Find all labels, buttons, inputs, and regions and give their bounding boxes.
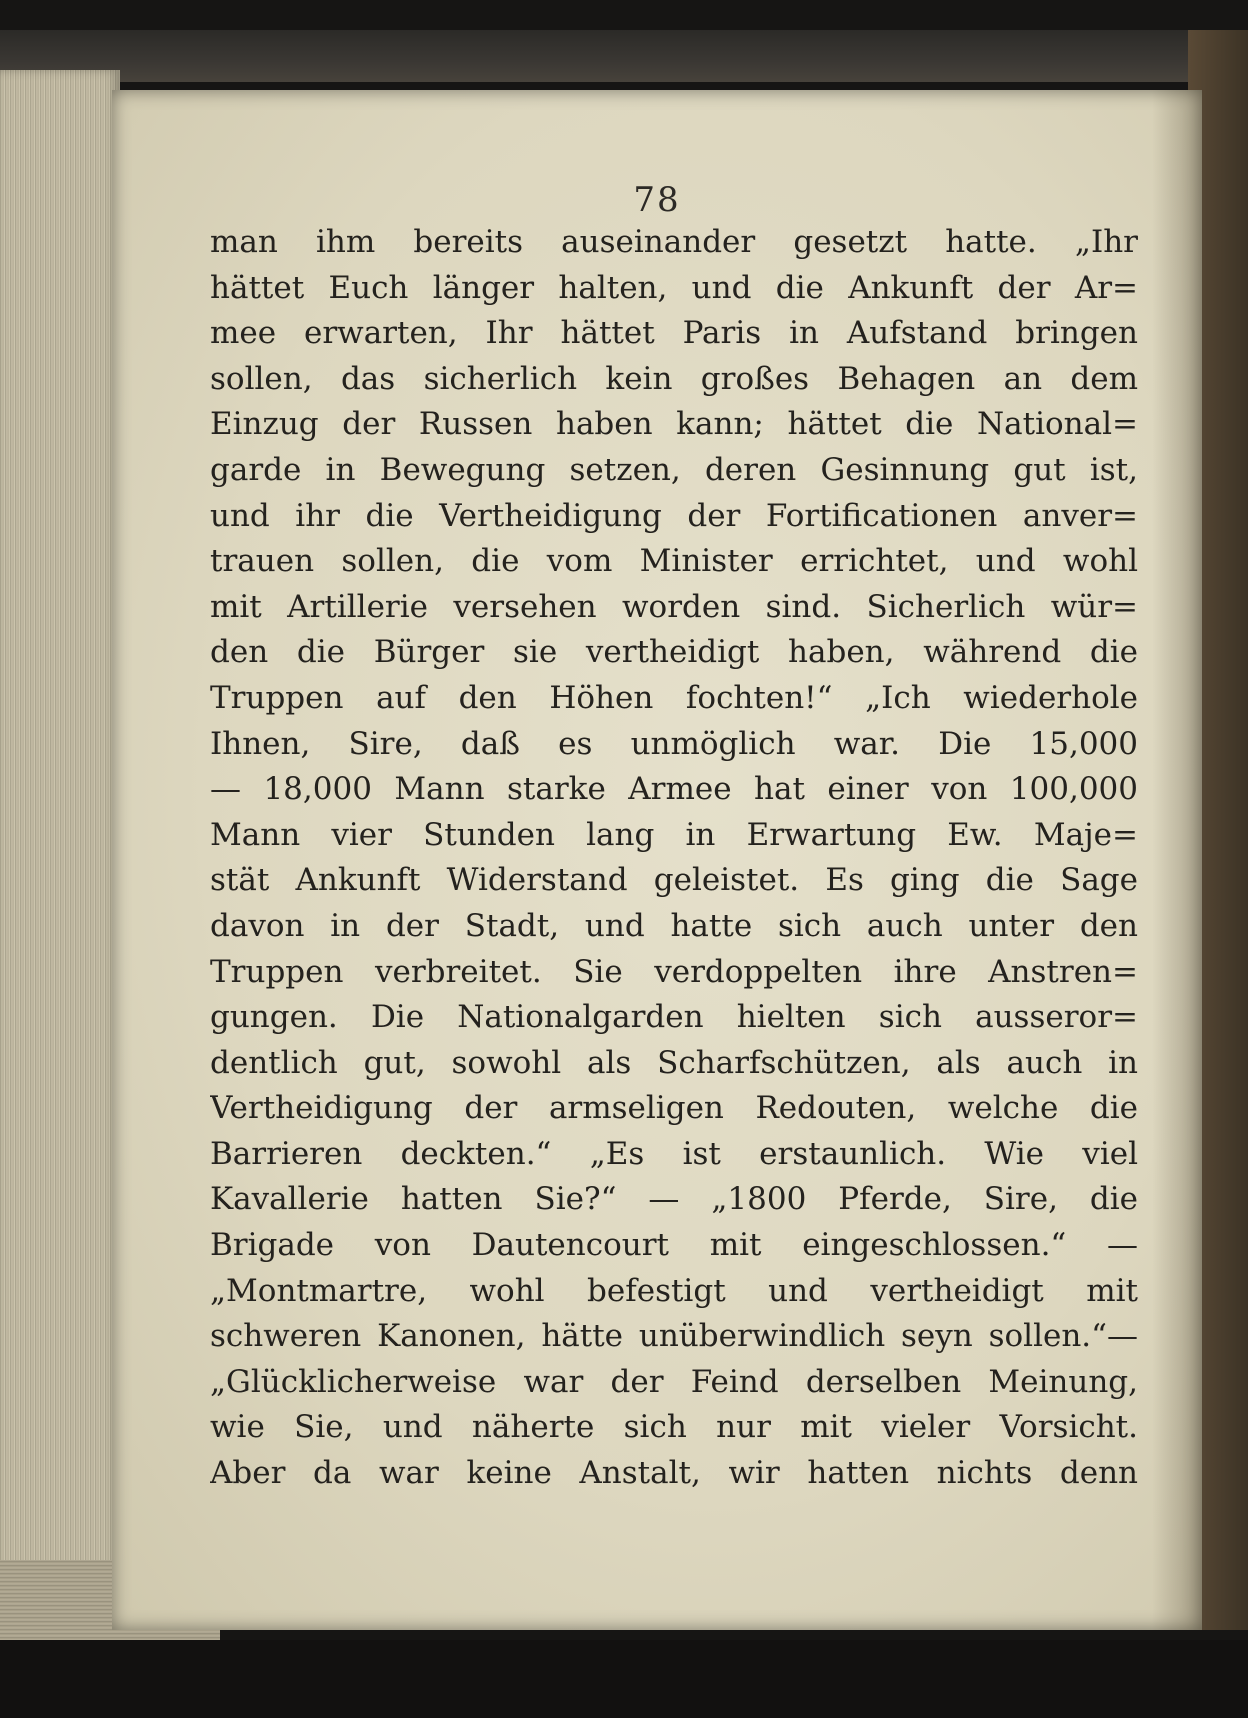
text-line: — 18,000 Mann starke Armee hat einer von 100,000	[210, 771, 1138, 808]
text-line: man ihm bereits auseinander gesetzt hatte. „Ihr	[210, 224, 1138, 260]
text-line: stät Ankunft Widerstand geleistet. Es ging die Sage	[210, 862, 1138, 899]
text-line: sollen, das sicherlich kein großes Behagen an dem	[210, 360, 1138, 397]
text-line: dentlich gut, sowohl als Scharfschützen, als auch in	[210, 1044, 1138, 1081]
text-line: Brigade von Dautencourt mit eingeschlossen.“ —	[210, 1227, 1138, 1264]
text-line: Aber da war keine Anstalt, wir hatten nichts denn	[210, 1455, 1138, 1492]
text-line: wie Sie, und näherte sich nur mit vieler Vorsicht.	[210, 1409, 1138, 1446]
text-line: Barrieren deckten.“ „Es ist erstaunlich. Wie viel	[210, 1135, 1138, 1172]
text-line: garde in Bewegung setzen, deren Gesinnung gut ist,	[210, 451, 1138, 488]
page-edges	[0, 70, 120, 1650]
page-text-block	[210, 220, 1138, 1497]
text-line: Kavallerie hatten Sie?“ — „1800 Pferde, Sire, die	[210, 1181, 1138, 1218]
text-line: mee erwarten, Ihr hättet Paris in Aufstand bringen	[210, 315, 1138, 352]
background-bottom	[0, 1640, 1248, 1718]
text-line: „Montmartre, wohl befestigt und vertheidigt mit	[210, 1272, 1138, 1309]
text-line: Vertheidigung der armseligen Redouten, welche die	[210, 1090, 1138, 1127]
text-line: mit Artillerie versehen worden sind. Sicherlich wür=	[210, 588, 1138, 625]
text-line: trauen sollen, die vom Minister errichtet, und wohl	[210, 543, 1138, 580]
text-line: schweren Kanonen, hätte unüberwindlich seyn sollen.“—	[210, 1318, 1138, 1355]
text-line: Truppen verbreitet. Sie verdoppelten ihre Anstren=	[210, 953, 1138, 990]
text-line: den die Bürger sie vertheidigt haben, während die	[210, 634, 1138, 671]
book-cover-top	[0, 30, 1248, 82]
text-line: und ihr die Vertheidigung der Fortificationen anver=	[210, 497, 1138, 534]
text-line: Einzug der Russen haben kann; hättet die National=	[210, 406, 1138, 443]
text-line: Ihnen, Sire, daß es unmöglich war. Die 15,000	[210, 725, 1138, 762]
text-line: Mann vier Stunden lang in Erwartung Ew. Maje=	[210, 816, 1138, 853]
text-line: Truppen auf den Höhen fochten!“ „Ich wiederhole	[210, 679, 1138, 716]
text-line: hättet Euch länger halten, und die Ankunft der Ar=	[210, 269, 1138, 306]
page-gutter-shadow	[1152, 90, 1202, 1630]
page-number: 78	[633, 180, 681, 220]
text-line: „Glücklicherweise war der Feind derselben Meinung,	[210, 1363, 1138, 1400]
text-line: gungen. Die Nationalgarden hielten sich ausseror=	[210, 999, 1138, 1036]
text-line: davon in der Stadt, und hatte sich auch unter den	[210, 907, 1138, 944]
